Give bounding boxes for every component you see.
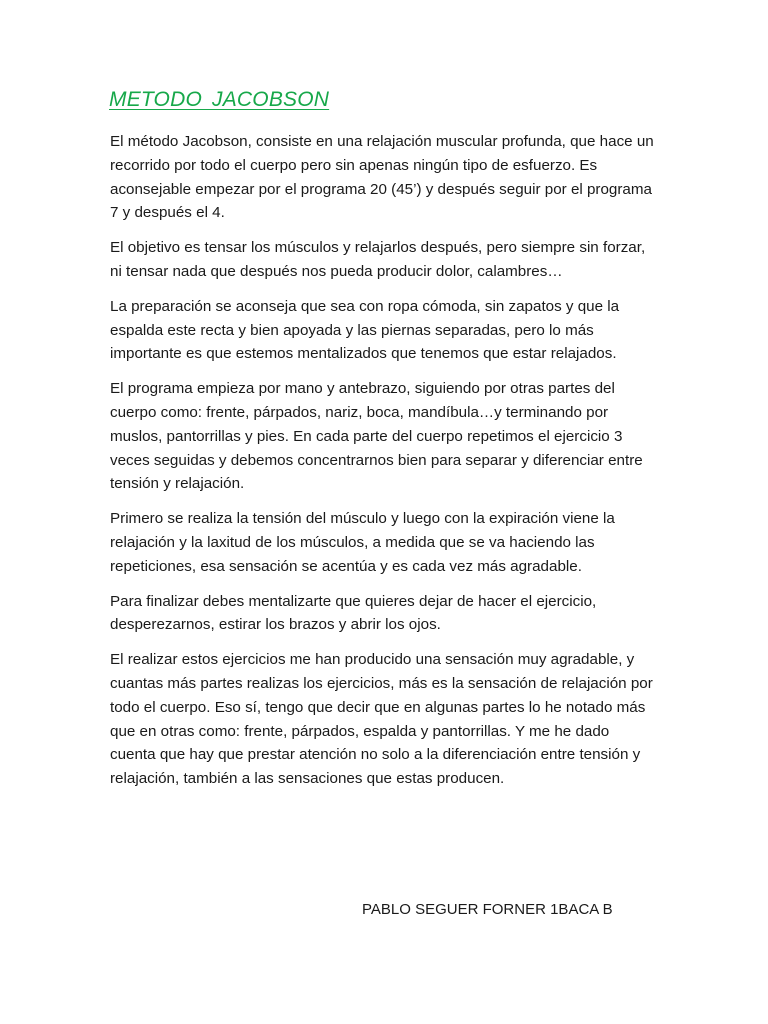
- paragraph-6: Para finalizar debes mentalizarte que quieres dejar de hacer el ejercicio, desperezarnos, estirar los brazos y abrir los ojos.: [110, 592, 597, 634]
- paragraph-4: El programa empieza por mano y antebrazo, siguiendo por otras partes del cuerpo como: frente, párpados, nariz, boca, mandíbula…y terminando por muslos, pantorrillas y pies. En cada parte del cuerpo repetimos el ejercicio 3 veces seguidas y debemos concentrarnos bien para separar y diferenciar entre tensión y relajación.: [110, 380, 643, 493]
- document-title: METODO JACOBSON: [109, 88, 330, 111]
- paragraph-5: Primero se realiza la tensión del músculo y luego con la expiración viene la relajación y la laxitud de los músculos, a medida que se va haciendo las repeticiones, esa sensación se acentúa y es cada vez más agradable.: [110, 510, 615, 575]
- paragraph-1: El método Jacobson, consiste en una relajación muscular profunda, que hace un recorrido por todo el cuerpo pero sin apenas ningún tipo de esfuerzo. Es aconsejable empezar por el programa 20 (45’) y después seguir por el programa 7 y después el 4.: [110, 133, 654, 222]
- paragraph-2: El objetivo es tensar los músculos y relajarlos después, pero siempre sin forzar, ni tensar nada que después nos pueda producir dolor, calambres…: [110, 239, 646, 280]
- author-signature: PABLO SEGUER FORNER 1BACA B: [362, 901, 613, 918]
- paragraph-7: El realizar estos ejercicios me han producido una sensación muy agradable, y cuantas más partes realizas los ejercicios, más es la sensación de relajación por todo el cuerpo. Eso sí, tengo que decir que en algunas partes lo he notado más que en otras como: frente, párpados, espalda y pantorrillas. Y me he dado cuenta que hay que prestar atención no solo a la diferenciación entre tensión y relajación, también a las sensaciones que estas producen.: [110, 651, 653, 788]
- paragraph-3: La preparación se aconseja que sea con ropa cómoda, sin zapatos y que la espalda este recta y bien apoyada y las piernas separadas, pero lo más importante es que estemos mentalizados que tenemos que estar relajados.: [110, 297, 620, 363]
- document-body: [110, 130, 658, 802]
